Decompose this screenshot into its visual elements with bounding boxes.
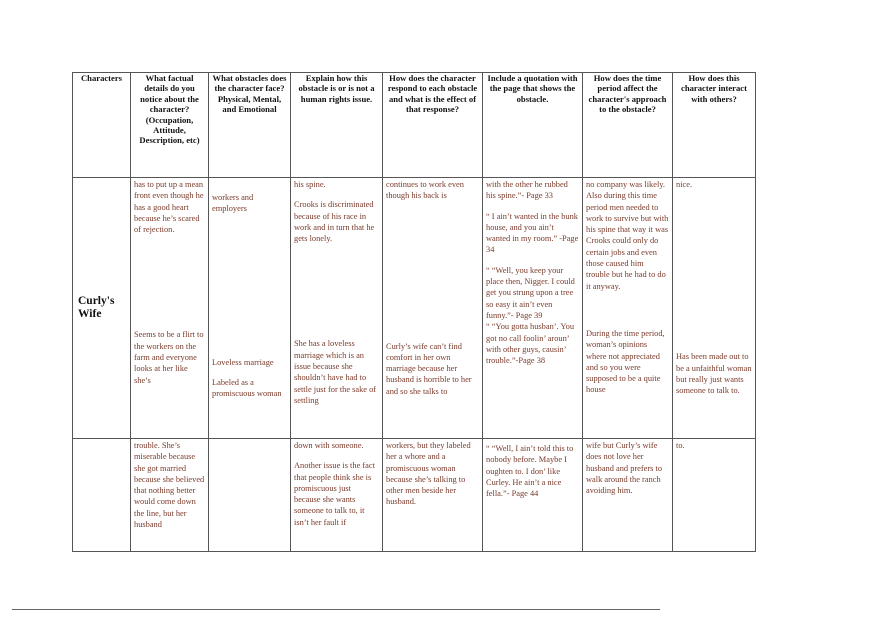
quotation-cell (483, 439, 583, 552)
response-cell (383, 439, 483, 552)
quotation-text: with the other he rubbed his spine.”- Page 33 (486, 180, 568, 201)
rights-text: Another issue is the fact that people think she is promiscuous just because she wants someone to talk to, it isn’t her fault if (294, 461, 375, 527)
details-text: trouble. She’s miserable because she got married because she believed that nothing better would come down the line, but her husband (134, 441, 205, 530)
character-cell-continued (73, 439, 131, 552)
time-period-text: During the time period, woman’s opinions where not appreciated and so you were supposed to be a quite house (586, 328, 665, 395)
time-period-text: wife but Curly’s wife does not love her husband and prefers to walk around the ranch avoiding him. (586, 441, 663, 496)
quotation-text: “ “Well, I ain’t told this to nobody before. Maybe I oughten to. I don’ like Curley. He ain’t a nice fella.”- Page 44 (486, 444, 574, 499)
rights-text: She has a loveless marriage which is an issue because she shouldn’t have had to settle just for the sake of settling (294, 339, 377, 405)
header-time-period: How does the time period affect the character's approach to the obstacle? (583, 73, 673, 178)
header-obstacles: What obstacles does the character face? Physical, Mental, and Emotional (209, 73, 291, 178)
interaction-text: nice. (676, 180, 693, 189)
character-analysis-table (72, 72, 756, 552)
rights-cell (291, 178, 383, 439)
interaction-text: to. (676, 441, 685, 450)
rights-text: his spine. (294, 180, 326, 189)
interaction-cell (673, 178, 756, 439)
time-period-text: no company was likely. Also during this time period men needed to work to survive but with his spine that way it was Crooks could only do certain jobs and even those caused him trouble but he had to do it anyway. (586, 180, 669, 291)
quotation-text: “ I ain’t wanted in the bunk house, and you ain’t wanted in my room.” -Page 34 (486, 211, 579, 255)
rights-cell (291, 439, 383, 552)
interaction-cell (673, 439, 756, 552)
details-cell (131, 439, 209, 552)
details-text: Seems to be a flirt to the workers on the farm and everyone looks at her like she’s (134, 330, 204, 385)
rights-text: Crooks is discriminated because of his race in work and in turn that he gets lonely. (294, 200, 375, 244)
header-quotation: Include a quotation with the page that shows the obstacle. (483, 73, 583, 178)
response-text: Curly’s wife can’t find comfort in her own marriage because her husband is horrible to her and so she talks to (386, 341, 472, 396)
quotation-cell (483, 178, 583, 439)
obstacles-cell (209, 178, 291, 439)
table-row (73, 178, 756, 439)
character-name: Curly's Wife (78, 295, 115, 320)
details-cell (131, 178, 209, 439)
obstacles-text: Labeled as a promiscuous woman (212, 377, 282, 399)
response-cell (383, 178, 483, 439)
response-text: continues to work even though his back is (386, 180, 464, 201)
character-cell (73, 178, 131, 439)
obstacles-cell (209, 439, 291, 552)
response-text: workers, but they labeled her a whore and a promiscuous woman because she’s talking to other men beside her husband. (386, 441, 471, 507)
header-characters: Characters (73, 73, 131, 178)
quotation-text: “ “You gotta husban’. You got no call foolin’ aroun’ with other guys, causin’ trouble.”-Page 38 (486, 322, 575, 366)
rights-text: down with someone. (294, 441, 364, 450)
time-period-cell (583, 439, 673, 552)
header-factual-details: What factual details do you notice about the character? (Occupation, Attitude, Description, etc) (131, 73, 209, 178)
interaction-text: Has been made out to be a unfaithful woman but really just wants someone to talk to. (676, 352, 752, 396)
footer-divider (12, 609, 660, 610)
header-row (73, 73, 756, 178)
obstacles-text: Loveless marriage (212, 357, 274, 367)
time-period-cell (583, 178, 673, 439)
table-row (73, 439, 756, 552)
header-interaction: How does this character interact with others? (673, 73, 756, 178)
details-text: has to put up a mean front even though he has a good heart because he’s scared of rejection. (134, 180, 204, 235)
quotation-text: “ “Well, you keep your place then, Nigger. I could get you strung upon a tree so easy it ain’t even funny.”- Page 39 (486, 265, 575, 320)
header-response: How does the character respond to each obstacle and what is the effect of that response? (383, 73, 483, 178)
obstacles-text: workers and employers (212, 193, 254, 214)
header-human-rights: Explain how this obstacle is or is not a human rights issue. (291, 73, 383, 178)
